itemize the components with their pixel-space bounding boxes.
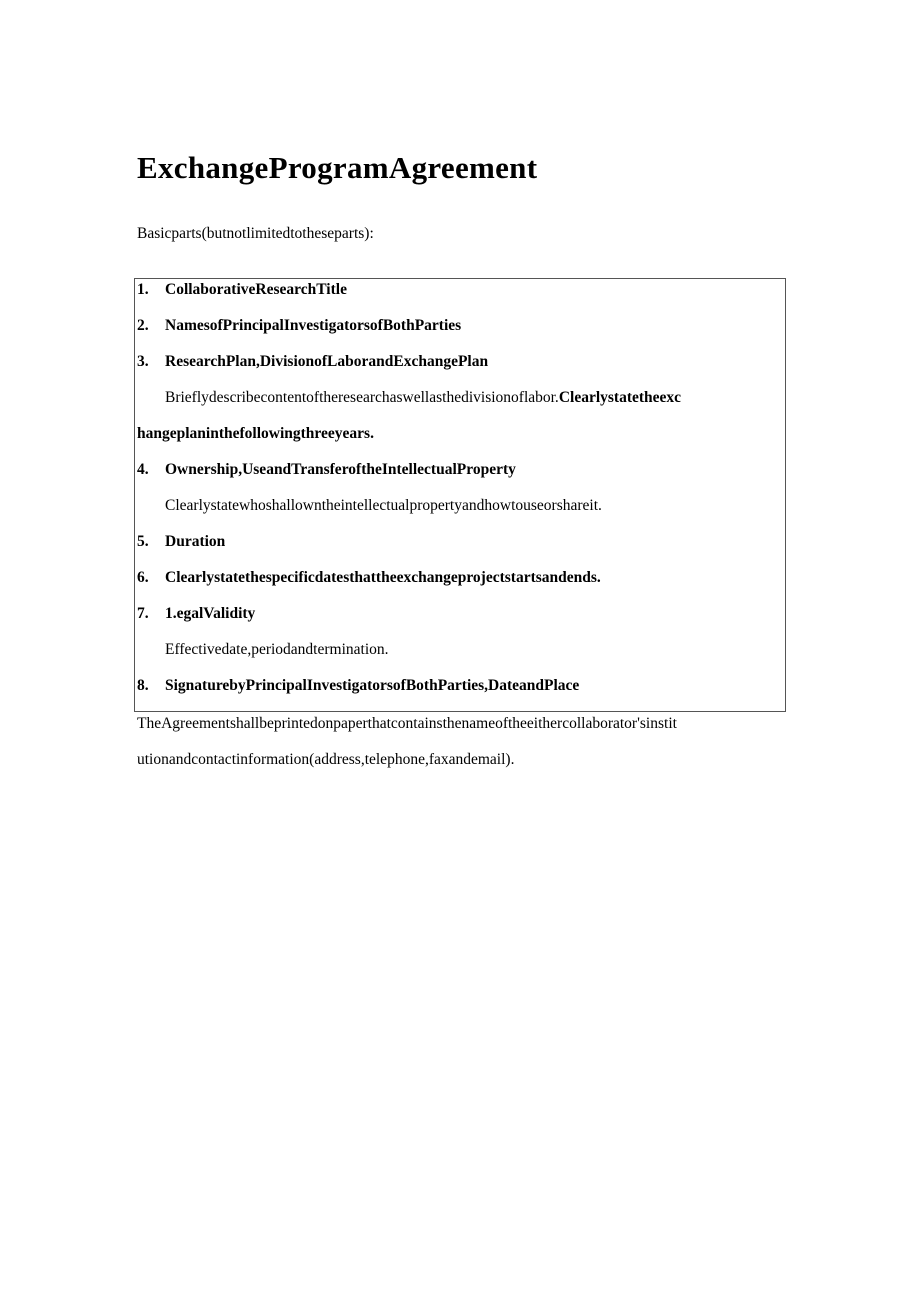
item-description-continued: hangeplaninthefollowingthreeyears. [137,425,374,442]
item-number: 8. [137,677,149,694]
intro-text: Basicparts(butnotlimitedtotheseparts): [137,225,374,242]
item-label: Ownership,UseandTransferoftheIntellectualProperty [165,461,516,478]
item-description [165,388,681,408]
item-label: CollaborativeResearchTitle [165,281,347,298]
item-number: 5. [137,533,149,550]
item-description: Effectivedate,periodandtermination. [165,641,389,658]
description-text: Brieflydescribecontentoftheresearchaswellasthedivisionoflabor. [165,389,559,406]
footer-note-line-2: utionandcontactinformation(address,telephone,faxandemail). [137,751,515,768]
item-label: NamesofPrincipalInvestigatorsofBothParties [165,317,462,334]
item-number: 2. [137,317,149,334]
page-title: ExchangeProgramAgreement [137,150,538,185]
item-number: 4. [137,461,149,478]
item-label: SignaturebyPrincipalInvestigatorsofBothParties,DateandPlace [165,677,580,694]
item-label: ResearchPlan,DivisionofLaborandExchangePlan [165,353,489,370]
item-label: Duration [165,533,226,550]
item-label: Clearlystatethespecificdatesthattheexchangeprojectstartsandends. [165,569,601,586]
list-item [137,676,579,696]
list-item [137,352,488,372]
description-emphasis: Clearlystatetheexc [558,389,682,406]
list-item [137,604,255,624]
item-number: 6. [137,569,149,586]
list-item [137,316,461,336]
list-item [137,280,347,300]
item-number: 3. [137,353,149,370]
item-number: 7. [137,605,149,622]
list-item [137,568,601,588]
footer-note-line-1: TheAgreementshallbeprintedonpaperthatcontainsthenameoftheeithercollaborator'sinstit [137,715,677,732]
item-number: 1. [137,281,149,298]
item-label: 1.egalValidity [165,605,256,622]
list-item [137,532,225,552]
list-item [137,460,516,480]
item-description: Clearlystatewhoshallowntheintellectualpropertyandhowtouseorshareit. [165,497,602,514]
